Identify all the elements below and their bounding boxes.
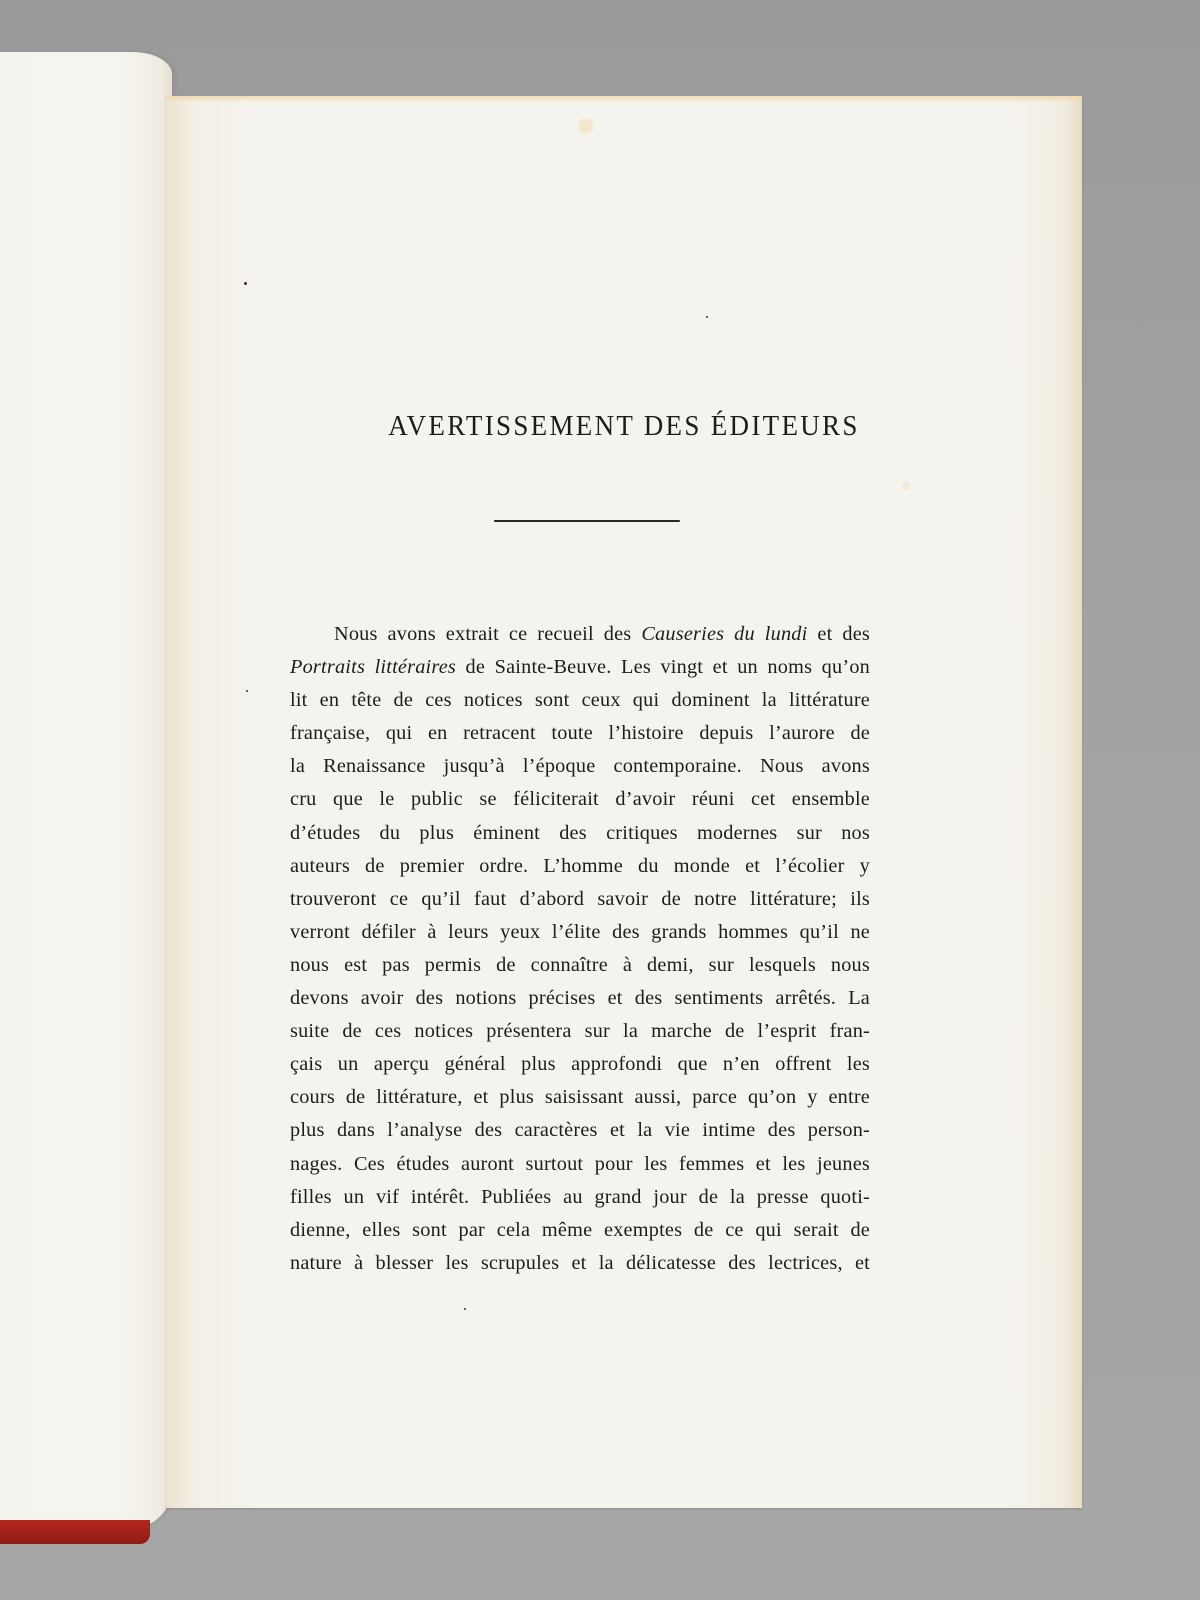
text-line xyxy=(290,1081,870,1114)
paper-speck xyxy=(244,282,247,285)
text-run: la Renaissance jusqu’à l’époque contemporaine. Nous avons xyxy=(290,755,870,778)
text-run: cours de littérature, et plus saisissant aussi, parce qu’on y entre xyxy=(290,1086,870,1109)
text-line xyxy=(290,850,870,883)
text-run: filles un vif intérêt. Publiées au grand jour de la presse quoti- xyxy=(290,1185,870,1208)
text-line xyxy=(290,1148,870,1181)
text-run: cru que le public se féliciterait d’avoir réuni cet ensemble xyxy=(290,788,870,811)
text-run: française, qui en retracent toute l’histoire depuis l’aurore de xyxy=(290,722,870,745)
text-line xyxy=(290,717,870,750)
page-title: AVERTISSEMENT DES ÉDITEURS xyxy=(388,410,860,442)
text-line xyxy=(290,618,870,651)
text-run: auteurs de premier ordre. L’homme du monde et l’écolier y xyxy=(290,854,870,877)
text-run: lit en tête de ces notices sont ceux qui dominent la littérature xyxy=(290,689,870,712)
text-run: Nous avons extrait ce recueil des xyxy=(334,623,642,645)
title-rule-divider xyxy=(494,520,680,522)
text-line xyxy=(290,1015,870,1048)
text-run: devons avoir des notions précises et des sentiments arrêtés. La xyxy=(290,987,870,1010)
italic-title-text: Causeries du lundi xyxy=(641,623,808,645)
paper-speck xyxy=(464,1308,466,1310)
text-line xyxy=(290,916,870,949)
text-run: nature à blesser les scrupules et la délicatesse des lectrices, et xyxy=(290,1251,870,1274)
text-line xyxy=(290,1247,870,1280)
text-run: suite de ces notices présentera sur la marche de l’esprit fran- xyxy=(290,1020,870,1043)
text-line xyxy=(290,651,870,684)
text-line xyxy=(290,817,870,850)
text-run: d’études du plus éminent des critiques modernes sur nos xyxy=(290,821,870,844)
text-run: de Sainte-Beuve. Les vingt et un noms qu’on xyxy=(456,656,870,679)
text-line xyxy=(290,1048,870,1081)
text-line xyxy=(290,1114,870,1147)
text-line xyxy=(290,750,870,783)
text-line xyxy=(290,684,870,717)
left-page xyxy=(0,52,172,1528)
text-run: verront défiler à leurs yeux l’élite des grands hommes qu’il ne xyxy=(290,920,870,943)
text-run: plus dans l’analyse des caractères et la vie intime des person- xyxy=(290,1119,870,1142)
text-run: nages. Ces études auront surtout pour les femmes et les jeunes xyxy=(290,1152,870,1175)
text-run: nous est pas permis de connaître à demi, sur lesquels nous xyxy=(290,953,870,976)
paper-speck xyxy=(706,316,708,318)
book-cover-bottom-edge xyxy=(0,1520,150,1544)
body-paragraph xyxy=(290,618,870,1280)
text-run: trouveront ce qu’il faut d’abord savoir de notre littérature; ils xyxy=(290,887,870,910)
text-line xyxy=(290,949,870,982)
right-page xyxy=(166,96,1082,1508)
text-line xyxy=(290,883,870,916)
text-run: et des xyxy=(807,623,870,645)
text-line xyxy=(290,1181,870,1214)
text-run: dienne, elles sont par cela même exemptes de ce qui serait de xyxy=(290,1218,870,1241)
italic-title-text: Portraits littéraires xyxy=(290,656,457,679)
text-run: çais un aperçu général plus approfondi que n’en offrent les xyxy=(290,1053,870,1076)
text-line xyxy=(290,982,870,1015)
paper-speck xyxy=(246,690,248,692)
text-line xyxy=(290,783,870,816)
text-line xyxy=(290,1214,870,1247)
left-page-show-through xyxy=(8,392,178,519)
